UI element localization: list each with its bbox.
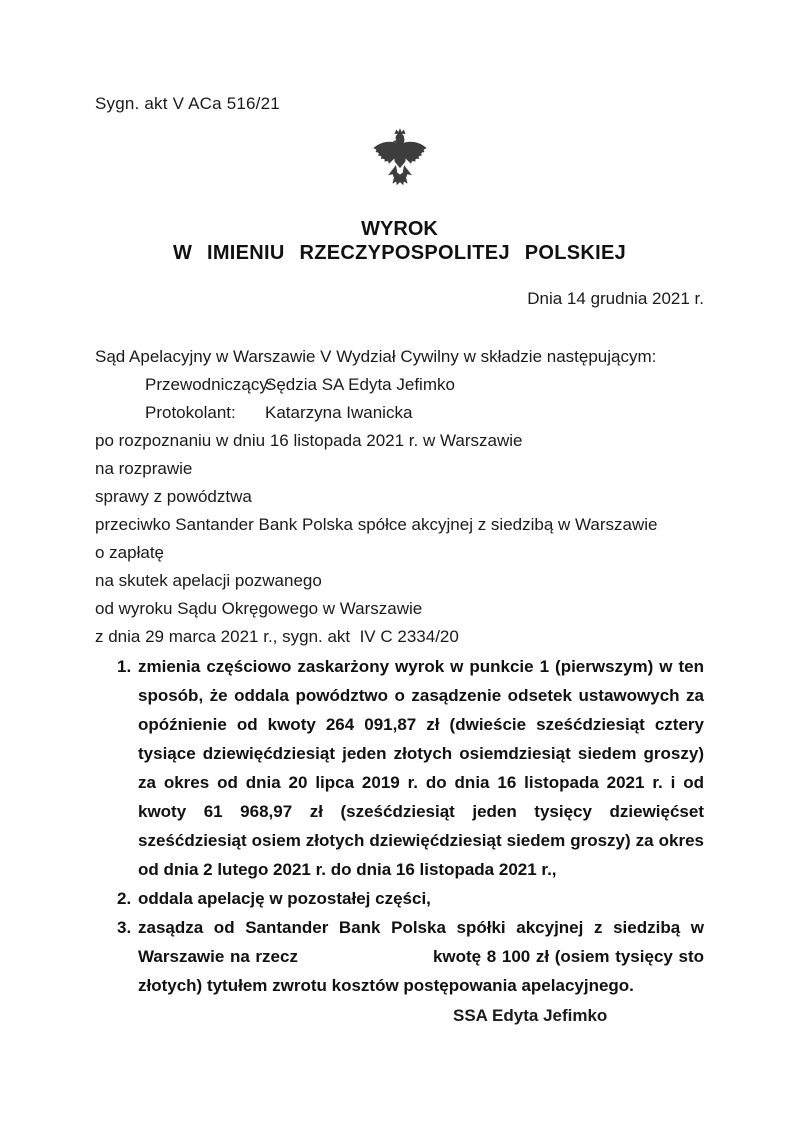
judgment-item-3-text-after-redaction: kwotę 8 100 zł (osiem tysięcy sto złotych) tytułem zwrotu kosztów postępowania apelacyjnego. <box>138 947 704 995</box>
judgment-item-3 <box>95 913 704 1000</box>
judgment-item-1-number: 1. <box>117 657 132 676</box>
judgment-title <box>95 217 704 265</box>
case-detail-line-hearing-date: po rozpoznaniu w dniu 16 listopada 2021 r. w Warszawie <box>95 431 523 450</box>
presiding-judge-row <box>95 371 704 399</box>
composition-intro: Sąd Apelacyjny w Warszawie V Wydział Cywilny w składzie następującym: <box>95 347 657 366</box>
judge-signature: SSA Edyta Jefimko <box>453 1006 608 1025</box>
judgment-item-3-text <box>138 913 704 1000</box>
title-wyrok: WYROK <box>361 218 438 240</box>
judgment-date: Dnia 14 grudnia 2021 r. <box>527 289 704 308</box>
clerk-row <box>95 399 704 427</box>
presiding-judge-label: Przewodniczący: <box>145 375 273 394</box>
case-detail-line-plaintiff: sprawy z powództwa <box>95 487 252 506</box>
judgment-operative-part <box>95 652 704 1000</box>
judgment-item-2-number: 2. <box>117 889 132 908</box>
redacted-party-name-gap <box>298 961 433 962</box>
case-detail-line-appeal-source: na skutek apelacji pozwanego <box>95 571 322 590</box>
clerk-label: Protokolant: <box>145 403 236 422</box>
polish-eagle-emblem-icon <box>369 127 431 197</box>
judgment-item-2 <box>95 884 704 913</box>
case-number: Sygn. akt V ACa 516/21 <box>95 94 280 113</box>
national-emblem-container <box>95 127 704 197</box>
case-detail-line-lower-judgment: z dnia 29 marca 2021 r., sygn. akt IV C 2334/20 <box>95 627 459 646</box>
judgment-item-3-number: 3. <box>117 918 132 937</box>
presiding-judge-name: Sędzia SA Edyta Jefimko <box>265 375 455 394</box>
case-detail-line-hearing-type: na rozprawie <box>95 459 193 478</box>
judgment-item-2-text: oddala apelację w pozostałej części, <box>138 889 431 908</box>
judgment-item-3-text-before-redaction: zasądza od Santander Bank Polska spółki akcyjnej z siedzibą w Warszawie na rzecz <box>138 918 704 966</box>
court-composition-section <box>95 343 704 651</box>
judgment-item-1 <box>95 652 704 884</box>
case-detail-line-lower-court: od wyroku Sądu Okręgowego w Warszawie <box>95 599 423 618</box>
judgment-item-1-text: zmienia częściowo zaskarżony wyrok w punkcie 1 (pierwszym) w ten sposób, że oddala powództwo o zasądzenie odsetek ustawowych za opóźnienie od kwoty 264 091,87 zł (dwieście sześćdziesiąt cztery tysiące dziewięćdziesiąt jeden złotych osiemdziesiąt siedem groszy) za okres od dnia 20 lipca 2019 r. do dnia 16 listopada 2021 r. i od kwoty 61 968,97 zł (sześćdziesiąt jeden tysięcy dziewięćset sześćdziesiąt osiem złotych dziewięćdziesiąt siedem groszy) za okres od dnia 2 lutego 2021 r. do dnia 16 listopada 2021 r., <box>138 657 704 879</box>
case-detail-line-defendant: przeciwko Santander Bank Polska spółce akcyjnej z siedzibą w Warszawie <box>95 515 658 534</box>
title-in-the-name-of-republic: W IMIENIU RZECZYPOSPOLITEJ POLSKIEJ <box>172 242 627 264</box>
case-detail-line-subject: o zapłatę <box>95 543 164 562</box>
clerk-name: Katarzyna Iwanicka <box>265 403 413 422</box>
